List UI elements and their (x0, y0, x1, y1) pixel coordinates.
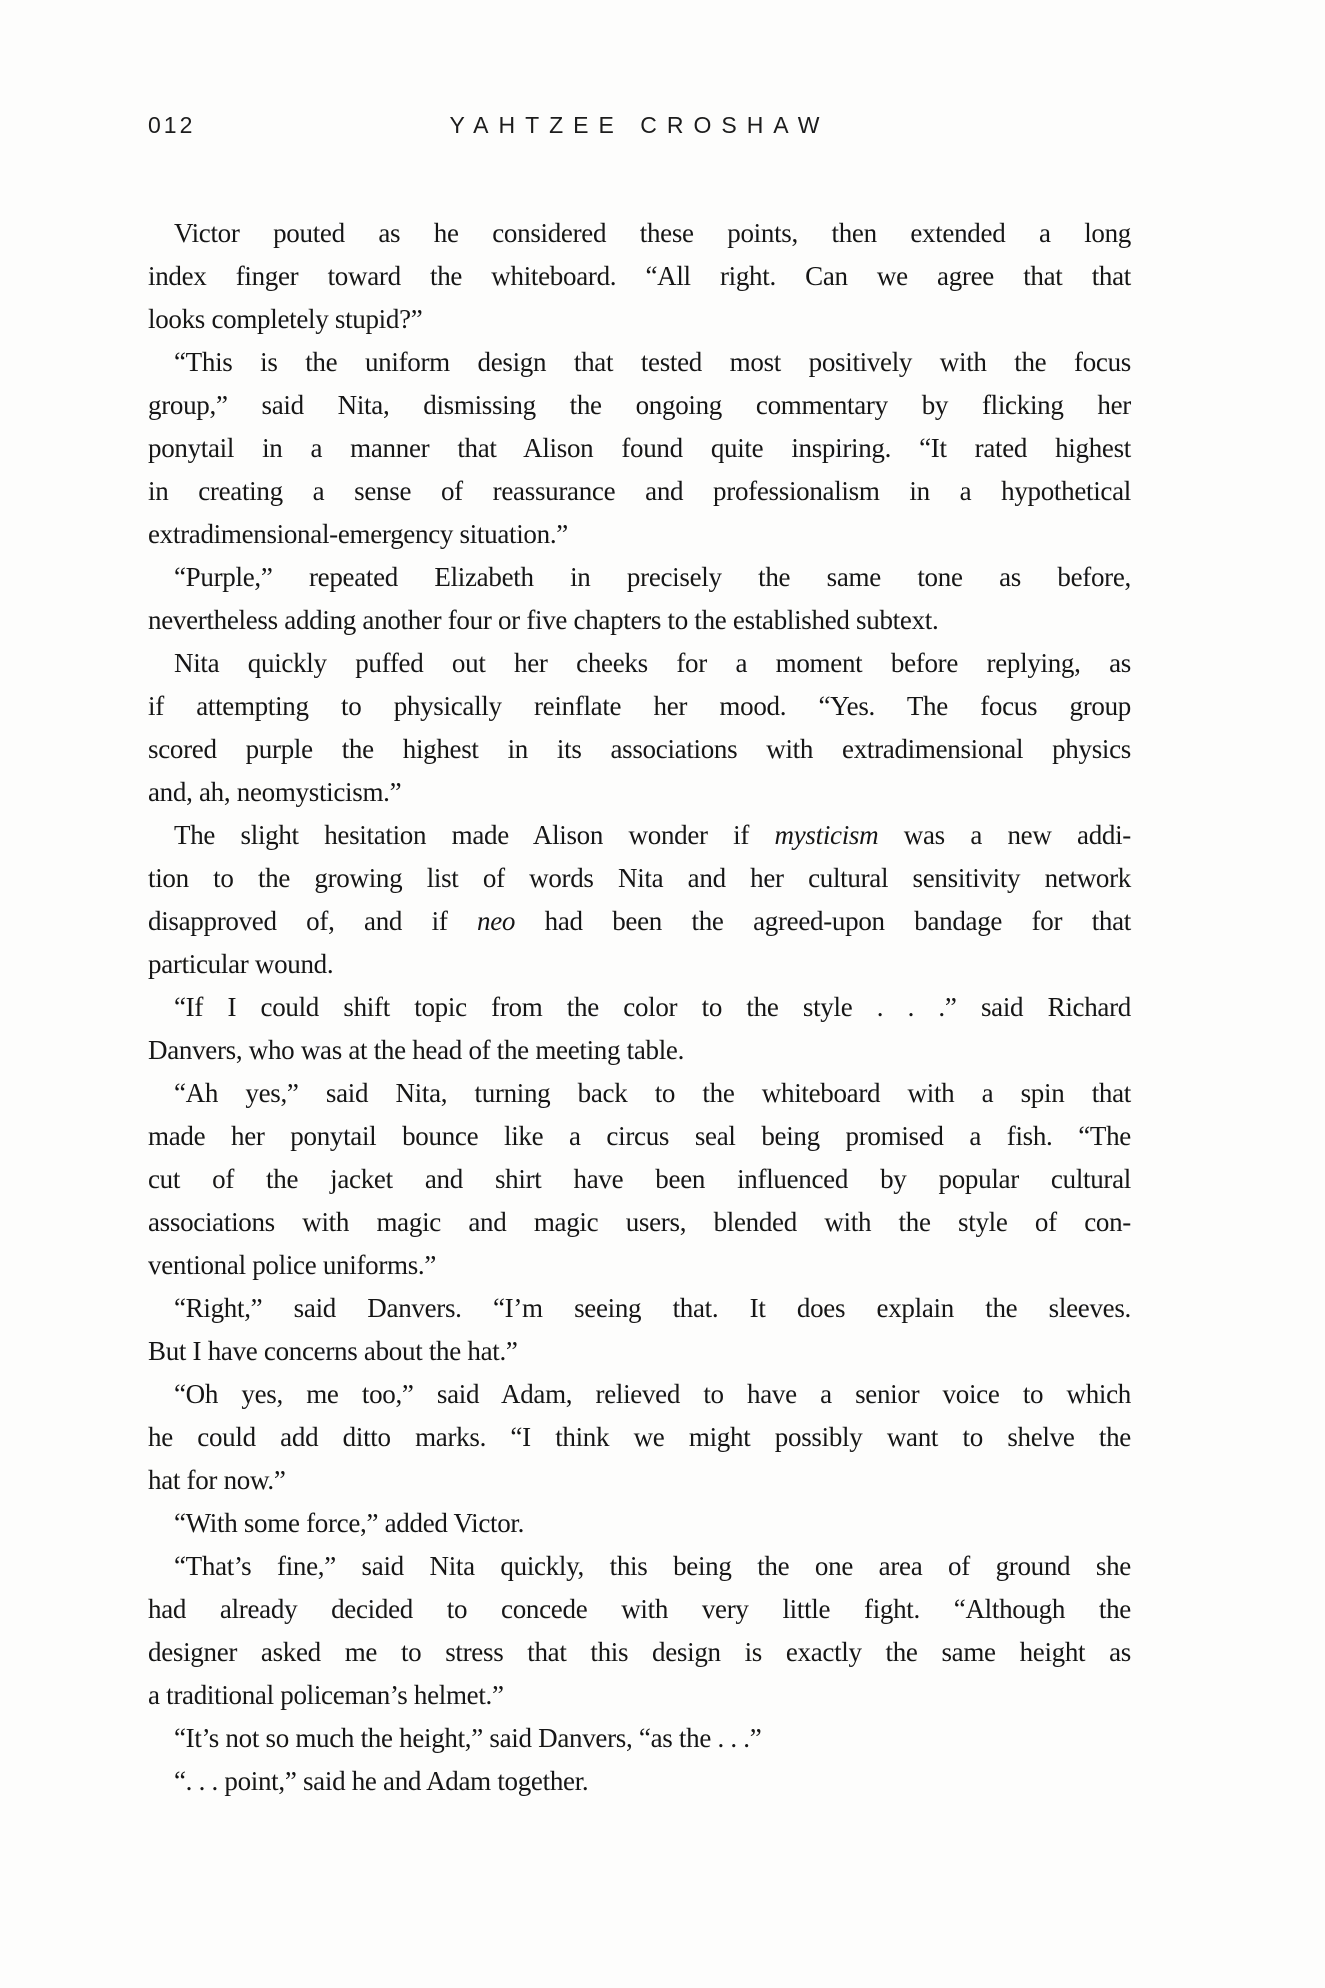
text-line (148, 255, 1131, 298)
text-line (148, 384, 1131, 427)
text-run: index finger toward the whiteboard. “All right. Can we agree that that (148, 261, 1131, 291)
text-line (148, 1674, 1131, 1717)
text-run: looks completely stupid?” (148, 304, 423, 334)
page-number: 012 (148, 112, 196, 138)
paragraph (148, 986, 1131, 1072)
text-line (148, 857, 1131, 900)
text-run: associations with magic and magic users, blended with the style of con- (148, 1207, 1131, 1237)
text-run: particular wound. (148, 949, 334, 979)
text-run: in creating a sense of reassurance and professionalism in a hypothetical (148, 476, 1131, 506)
text-line (148, 513, 1131, 556)
text-run: tion to the growing list of words Nita and her cultural sensitivity network (148, 863, 1131, 893)
text-run: scored purple the highest in its associations with extradimensional physics (148, 734, 1131, 764)
text-run: The slight hesitation made Alison wonder if (174, 820, 775, 850)
text-run: a traditional policeman’s helmet.” (148, 1680, 504, 1710)
text-line (148, 728, 1131, 771)
text-line (148, 943, 1131, 986)
paragraph (148, 1287, 1131, 1373)
text-line (148, 1717, 1131, 1760)
paragraph (148, 1545, 1131, 1717)
text-line (148, 986, 1131, 1029)
text-run: “. . . point,” said he and Adam together. (174, 1766, 589, 1796)
italic-text-run: mysticism (774, 820, 879, 850)
text-run: Danvers, who was at the head of the meeting table. (148, 1035, 685, 1065)
italic-text-run: neo (477, 906, 516, 936)
text-run: “Ah yes,” said Nita, turning back to the whiteboard with a spin that (174, 1078, 1131, 1108)
text-line (148, 1459, 1131, 1502)
text-line (148, 556, 1131, 599)
text-line (148, 1287, 1131, 1330)
text-line (148, 1158, 1131, 1201)
text-run: “It’s not so much the height,” said Danvers, “as the . . .” (174, 1723, 762, 1753)
text-run: “If I could shift topic from the color to the style . . .” said Richard (174, 992, 1131, 1022)
page-header (148, 112, 1131, 142)
text-run: and, ah, neomysticism.” (148, 777, 402, 807)
text-run: Victor pouted as he considered these points, then extended a long (174, 218, 1131, 248)
text-line (148, 900, 1131, 943)
text-run: had been the agreed-upon bandage for that (515, 906, 1131, 936)
paragraph (148, 1502, 1131, 1545)
text-line (148, 1631, 1131, 1674)
text-line (148, 1502, 1131, 1545)
text-run: group,” said Nita, dismissing the ongoing commentary by flicking her (148, 390, 1131, 420)
text-line (148, 1373, 1131, 1416)
text-run: he could add ditto marks. “I think we might possibly want to shelve the (148, 1422, 1131, 1452)
paragraph (148, 341, 1131, 556)
text-line (148, 1760, 1131, 1803)
text-line (148, 814, 1131, 857)
text-line (148, 470, 1131, 513)
text-run: “Purple,” repeated Elizabeth in precisely the same tone as before, (174, 562, 1131, 592)
running-head-author: YAHTZEE CROSHAW (449, 112, 830, 138)
text-line (148, 427, 1131, 470)
text-run: “That’s fine,” said Nita quickly, this being the one area of ground she (174, 1551, 1131, 1581)
text-line (148, 642, 1131, 685)
paragraph (148, 1072, 1131, 1287)
text-run: designer asked me to stress that this design is exactly the same height as (148, 1637, 1131, 1667)
text-line (148, 1115, 1131, 1158)
text-line (148, 599, 1131, 642)
text-run: ponytail in a manner that Alison found quite inspiring. “It rated highest (148, 433, 1131, 463)
text-line (148, 1330, 1131, 1373)
text-run: made her ponytail bounce like a circus seal being promised a fish. “The (148, 1121, 1131, 1151)
paragraph (148, 1717, 1131, 1760)
text-run: “This is the uniform design that tested most positively with the focus (174, 347, 1131, 377)
text-run: cut of the jacket and shirt have been influenced by popular cultural (148, 1164, 1131, 1194)
text-line (148, 1545, 1131, 1588)
text-run: Nita quickly puffed out her cheeks for a moment before replying, as (174, 648, 1131, 678)
text-line (148, 298, 1131, 341)
text-run: ventional police uniforms.” (148, 1250, 437, 1280)
text-line (148, 1201, 1131, 1244)
paragraph (148, 556, 1131, 642)
text-run: But I have concerns about the hat.” (148, 1336, 518, 1366)
text-run: was a new addi- (878, 820, 1131, 850)
paragraph (148, 642, 1131, 814)
paragraph (148, 814, 1131, 986)
text-run: “Right,” said Danvers. “I’m seeing that. It does explain the sleeves. (174, 1293, 1131, 1323)
text-line (148, 1244, 1131, 1287)
text-line (148, 685, 1131, 728)
paragraph (148, 212, 1131, 341)
text-line (148, 1416, 1131, 1459)
text-run: “Oh yes, me too,” said Adam, relieved to have a senior voice to which (174, 1379, 1131, 1409)
text-line (148, 341, 1131, 384)
page-body (148, 212, 1131, 1803)
text-line (148, 1029, 1131, 1072)
text-run: disapproved of, and if (148, 906, 478, 936)
paragraph (148, 1373, 1131, 1502)
text-line (148, 212, 1131, 255)
text-run: extradimensional-emergency situation.” (148, 519, 568, 549)
text-run: if attempting to physically reinflate her mood. “Yes. The focus group (148, 691, 1131, 721)
text-line (148, 771, 1131, 814)
paragraph (148, 1760, 1131, 1803)
text-run: had already decided to concede with very little fight. “Although the (148, 1594, 1131, 1624)
text-line (148, 1588, 1131, 1631)
text-run: hat for now.” (148, 1465, 286, 1495)
text-run: nevertheless adding another four or five chapters to the established subtext. (148, 605, 939, 635)
text-run: “With some force,” added Victor. (174, 1508, 525, 1538)
text-line (148, 1072, 1131, 1115)
